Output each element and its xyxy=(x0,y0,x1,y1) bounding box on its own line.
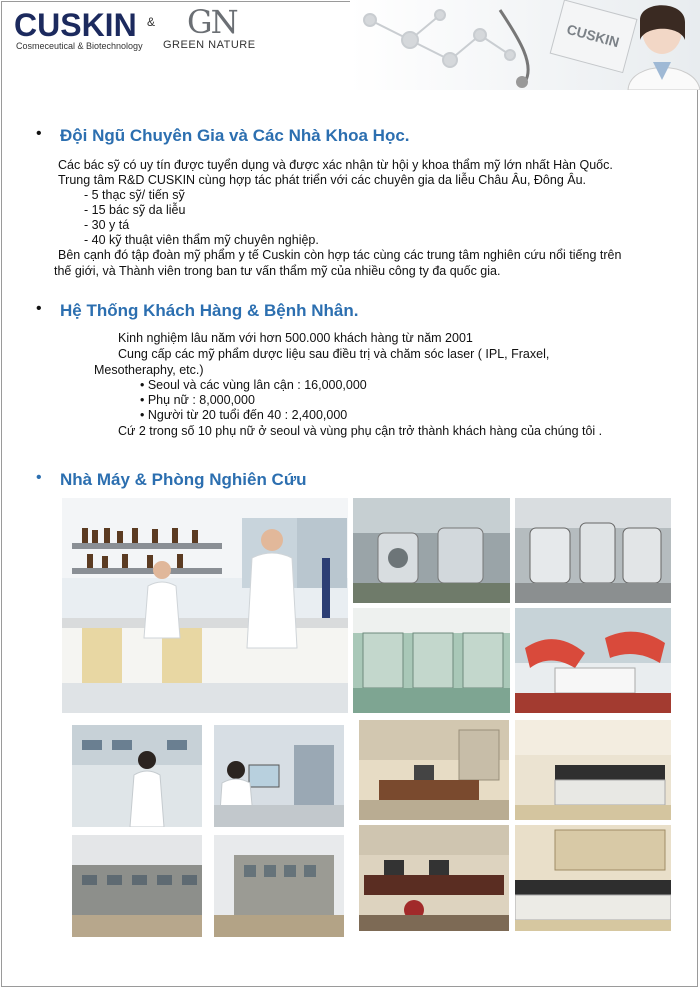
section2-line-2: Cung cấp các mỹ phẩm dược liệu sau điều trị và chăm sóc laser ( IPL, Fraxel, xyxy=(118,347,550,361)
researcher-photo-1 xyxy=(72,725,202,827)
lab-room-photo-3 xyxy=(359,825,509,931)
ampersand: & xyxy=(147,15,156,29)
lab-gloves-photo xyxy=(515,608,671,713)
section1-line-8: thế giới, và Thành viên trong ban tư vấn thẩm mỹ của nhiều công ty đa quốc gia. xyxy=(54,264,501,278)
section2-title: Hệ Thống Khách Hàng & Bệnh Nhân. xyxy=(60,301,359,320)
lab-room-photo-2 xyxy=(515,720,671,820)
section2-line-5: • Phụ nữ : 8,000,000 xyxy=(140,393,255,407)
section1-line-5: - 30 y tá xyxy=(84,218,130,232)
factory-reactors-photo-1 xyxy=(353,498,510,603)
section2-bullet: • xyxy=(36,300,42,317)
researcher-photo-2 xyxy=(214,725,344,827)
section1-line-4: - 15 bác sỹ da liễu xyxy=(84,203,186,217)
building-exterior-photo-1 xyxy=(72,835,202,937)
section3-bullet: • xyxy=(36,469,42,486)
section2-line-6: • Người từ 20 tuổi đến 40 : 2,400,000 xyxy=(140,408,348,422)
building-exterior-photo-2 xyxy=(214,835,344,937)
section2-line-1: Kinh nghiệm lâu năm với hơn 500.000 khách hàng từ năm 2001 xyxy=(118,331,473,345)
section1-line-3: - 5 thạc sỹ/ tiến sỹ xyxy=(84,188,185,202)
section3-title: Nhà Máy & Phòng Nghiên Cứu xyxy=(60,470,307,489)
section1-line-7: Bên cạnh đó tập đoàn mỹ phẩm y tế Cuskin còn hợp tác cùng các trung tâm nghiên cứu nổi tiếng trên xyxy=(58,248,622,262)
lab-room-photo-4 xyxy=(515,825,671,931)
green-nature-tagline: GREEN NATURE xyxy=(163,39,256,51)
section2-line-7: Cứ 2 trong số 10 phụ nữ ở seoul và vùng phụ cận trở thành khách hàng của chúng tôi . xyxy=(118,424,603,438)
section2-line-3: Mesotheraphy, etc.) xyxy=(94,363,204,377)
section1-bullet: • xyxy=(36,125,42,142)
green-nature-logo: GN xyxy=(187,3,237,41)
cuskin-logo: CUSKIN xyxy=(14,7,137,43)
section1-line-2: Trung tâm R&D CUSKIN cùng hợp tác phát triển với các chuyên gia da liễu Châu Âu, Đông Âu. xyxy=(58,173,587,187)
lab-scientists-photo xyxy=(62,498,348,713)
section1-line-1: Các bác sỹ có uy tín được tuyển dụng và được xác nhận từ hội y khoa thẩm mỹ lớn nhất Hàn Quốc. xyxy=(58,158,613,172)
lab-room-photo-1 xyxy=(359,720,509,820)
cuskin-logo-tagline: Cosmeceutical & Biotechnology xyxy=(16,41,143,51)
factory-reactors-photo-2 xyxy=(515,498,671,603)
section2-line-4: • Seoul và các vùng lân cận : 16,000,000 xyxy=(140,378,367,392)
header xyxy=(0,0,700,90)
banner-card-text: CUSKIN xyxy=(565,20,622,51)
production-room-photo xyxy=(353,608,510,713)
section1-line-6: - 40 kỹ thuật viên thẩm mỹ chuyên nghiệp. xyxy=(84,233,319,247)
section1-title: Đội Ngũ Chuyên Gia và Các Nhà Khoa Học. xyxy=(60,126,410,145)
header-banner-image xyxy=(350,0,700,90)
